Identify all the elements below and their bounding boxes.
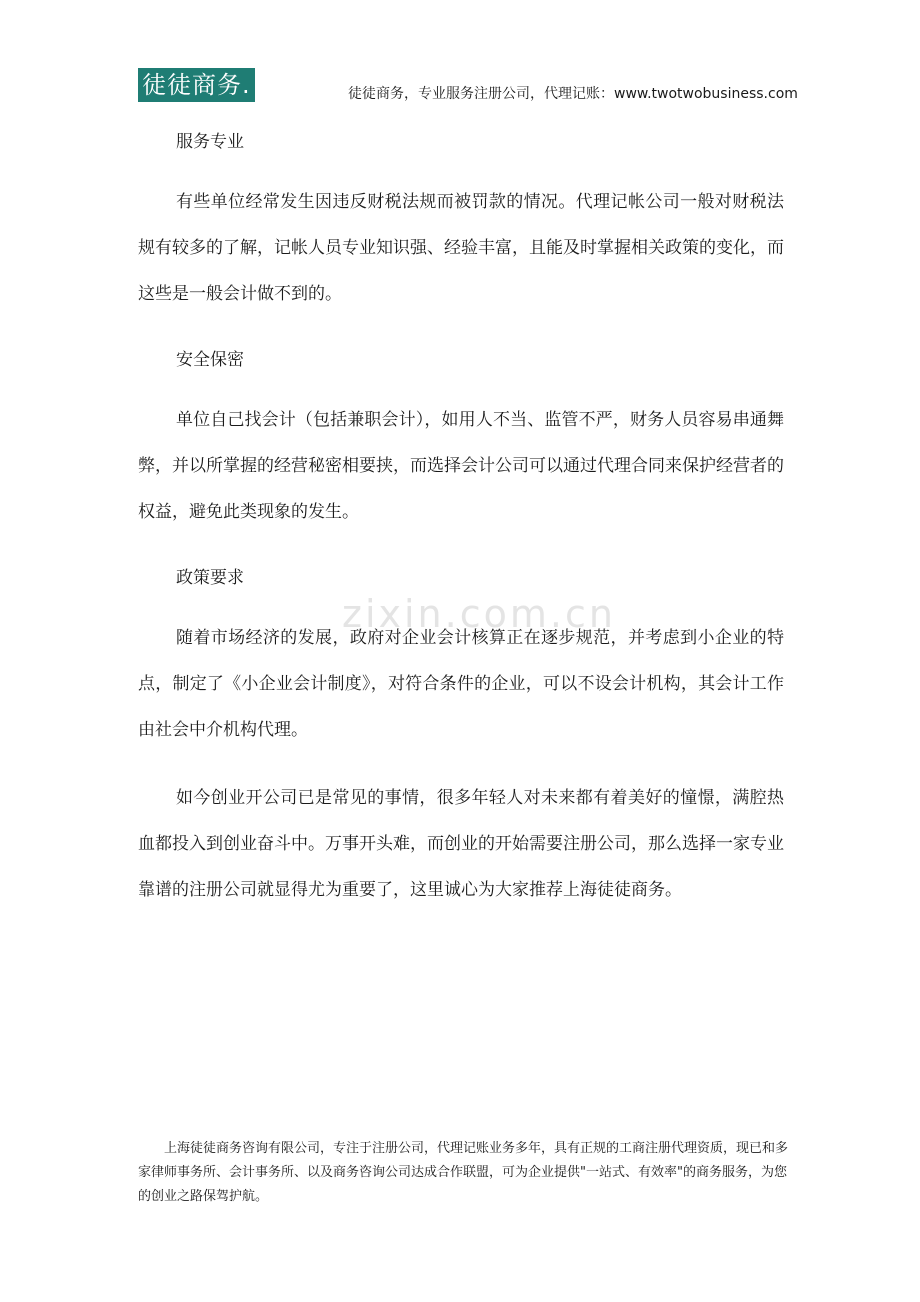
- company-logo: 徒徒商务.: [138, 68, 255, 102]
- section-heading-security: 安全保密: [176, 350, 244, 370]
- section-body-security: 单位自己找会计（包括兼职会计），如用人不当、监管不严，财务人员容易串通舞弊，并以所掌握的经营秘密相要挟，而选择会计公司可以通过代理合同来保护经营者的权益，避免此类现象的发生。: [138, 410, 784, 522]
- watermark: zixin.com.cn: [342, 592, 616, 636]
- section-body-policy: 随着市场经济的发展，政府对企业会计核算正在逐步规范，并考虑到小企业的特点，制定了《小企业会计制度》，对符合条件的企业，可以不设会计机构，其会计工作由社会中介机构代理。: [138, 628, 784, 740]
- footer-company-intro: 上海徒徒商务咨询有限公司，专注于注册公司，代理记账业务多年，具有正规的工商注册代理资质，现已和多家律师事务所、会计事务所、以及商务咨询公司达成合作联盟，可为企业提供"一站式、有效率"的商务服务，为您的创业之路保驾护航。: [138, 1141, 789, 1204]
- section-heading-policy: 政策要求: [176, 568, 244, 588]
- section-body-service: 有些单位经常发生因违反财税法规而被罚款的情况。代理记帐公司一般对财税法规有较多的了解，记帐人员专业知识强、经验丰富，且能及时掌握相关政策的变化，而这些是一般会计做不到的。: [138, 192, 784, 304]
- section-heading-service: 服务专业: [176, 132, 244, 152]
- closing-paragraph: 如今创业开公司已是常见的事情，很多年轻人对未来都有着美好的憧憬，满腔热血都投入到创业奋斗中。万事开头难，而创业的开始需要注册公司，那么选择一家专业靠谱的注册公司就显得尤为重要了，这里诚心为大家推荐上海徒徒商务。: [138, 788, 784, 900]
- header-tagline: 徒徒商务，专业服务注册公司，代理记账：www.twotwobusiness.com: [348, 86, 798, 102]
